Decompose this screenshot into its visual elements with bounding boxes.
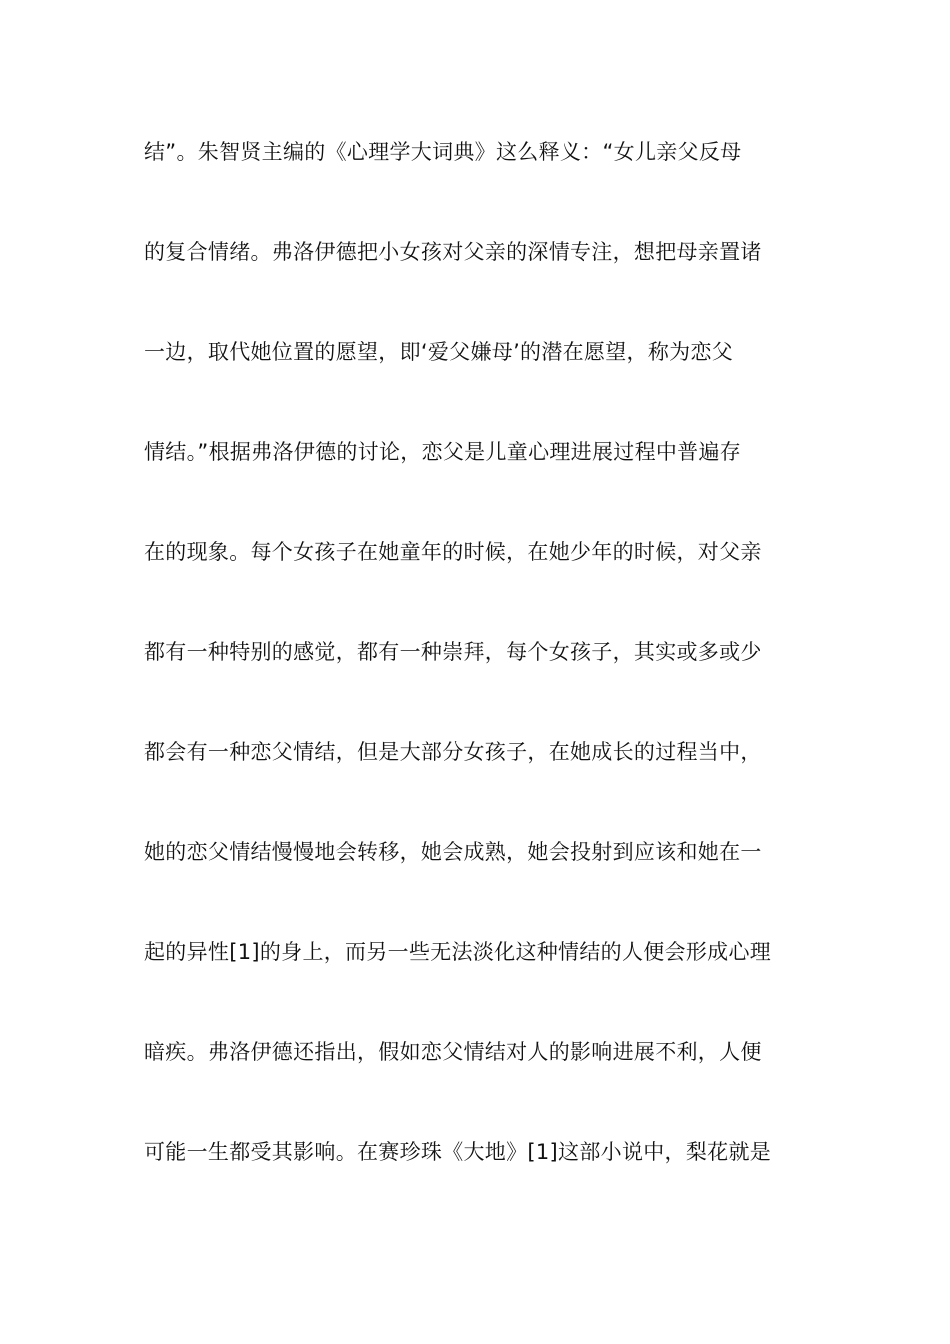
text-line: 可能一生都受其影响。在赛珍珠《大地》[1]这部小说中，梨花就是 xyxy=(144,1140,772,1164)
text-line: 起的异性[1]的身上，而另一些无法淡化这种情结的人便会形成心理 xyxy=(144,940,772,964)
text-line: 的复合情绪。弗洛伊德把小女孩对父亲的深情专注，想把母亲置诸 xyxy=(144,240,762,264)
text-line: 都有一种特别的感觉，都有一种崇拜，每个女孩子，其实或多或少 xyxy=(144,640,762,664)
text-line: 结”。朱智贤主编的《心理学大词典》这么释义：“女儿亲父反母 xyxy=(144,140,742,164)
text-line: 都会有一种恋父情结，但是大部分女孩子，在她成长的过程当中， xyxy=(144,740,762,764)
text-line: 她的恋父情结慢慢地会转移，她会成熟，她会投射到应该和她在一 xyxy=(144,840,762,864)
text-line: 暗疾。弗洛伊德还指出，假如恋父情结对人的影响进展不利，人便 xyxy=(144,1040,762,1064)
text-line: 在的现象。每个女孩子在她童年的时候，在她少年的时候，对父亲 xyxy=(144,540,762,564)
text-line: 情结。”根据弗洛伊德的讨论，恋父是儿童心理进展过程中普遍存 xyxy=(144,440,742,464)
body-paragraph xyxy=(144,132,824,1232)
text-line: 一边，取代她位置的愿望，即‘爱父嫌母’的潜在愿望，称为恋父 xyxy=(144,340,734,364)
